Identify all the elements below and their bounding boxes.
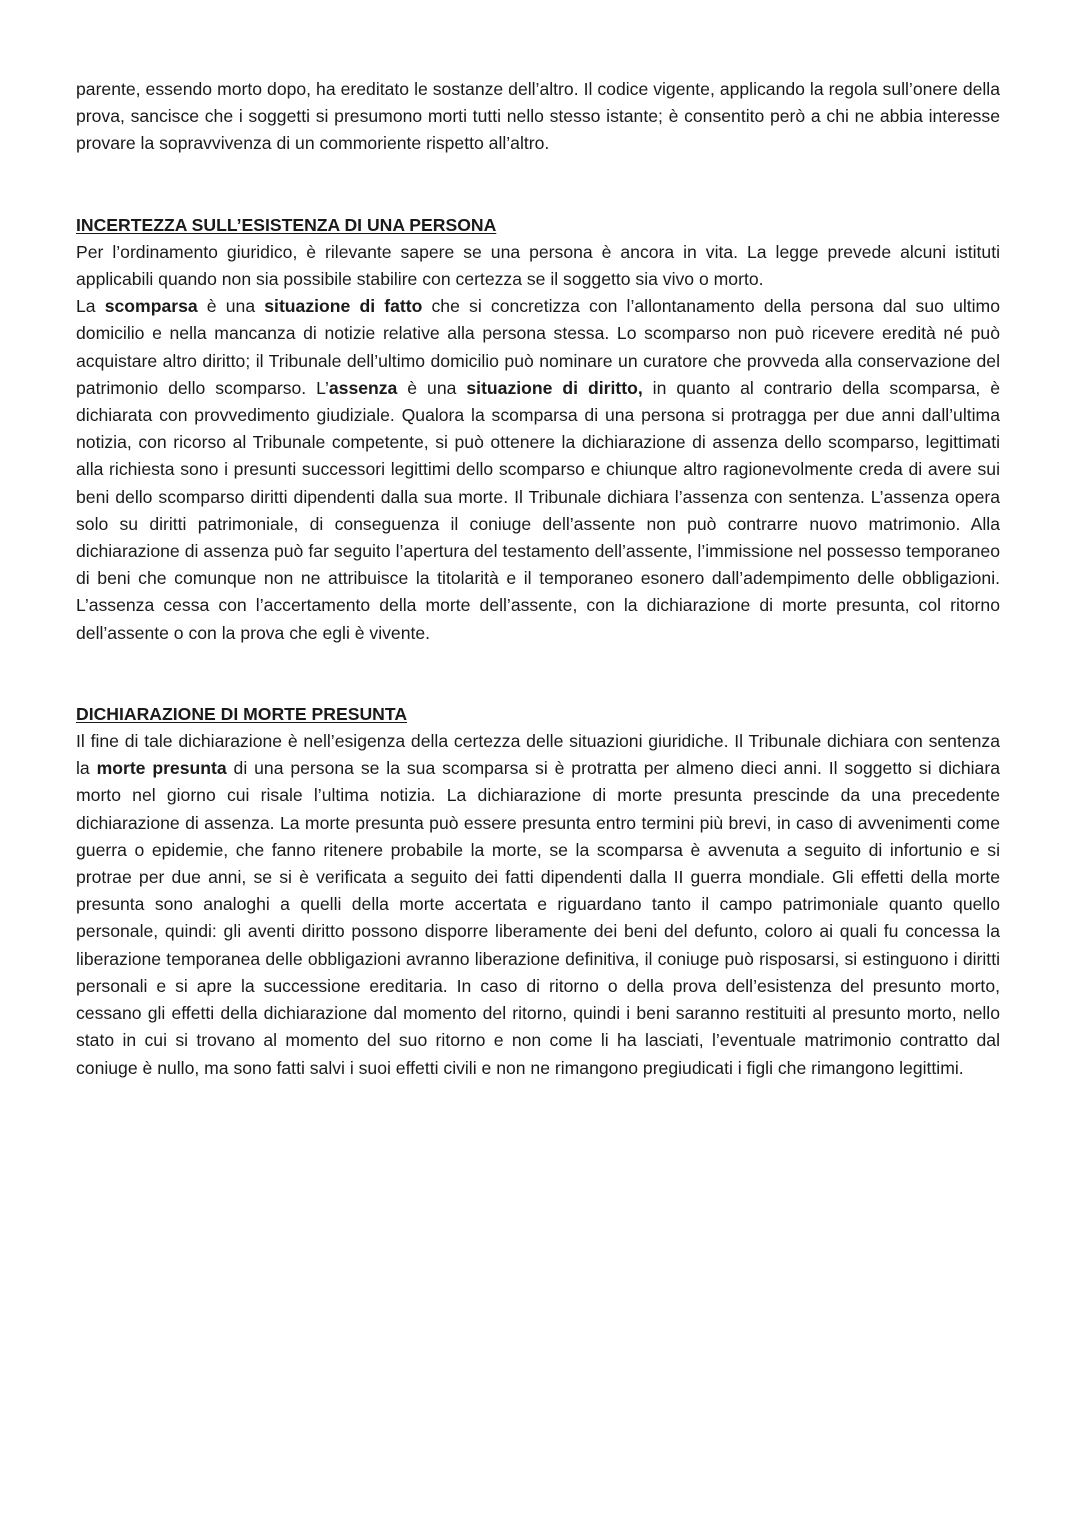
text-run: di una persona se la sua scomparsa si è protratta per almeno dieci anni. Il soggetto si dichiara morto nel giorno cui risale l’ultima notizia. La dichiarazione di morte presunta prescinde da una precedente dichiarazione di assenza. La morte presunta può essere presunta entro termini più brevi, in caso di avvenimenti come guerra o epidemie, che fanno ritenere probabile la morte, se la scomparsa è avvenuta a seguito di infortunio e si protrae per due anni, se si è verificata a seguito dei fatti dipendenti dalla II guerra mondiale. Gli effetti della morte presunta sono analoghi a quelli della morte accertata e riguardano tanto il campo patrimoniale quanto quello personale, quindi: gli aventi diritto possono disporre liberamente dei beni del defunto, coloro ai quali fu concessa la liberazione temporanea delle obbligazioni avranno liberazione definitiva, il coniuge può risposarsi, si estinguono i diritti personali e si apre la successione ereditaria. In caso di ritorno o della prova dell’esistenza del presunto morto, cessano gli effetti della dichiarazione dal momento del ritorno, quindi i beni saranno restituiti al presunto morto, nello stato in cui si trovano al momento del suo ritorno e non come li ha lasciati, l’eventuale matrimonio contratto dal coniuge è nullo, ma sono fatti salvi i suoi effetti civili e non ne rimangono pregiudicati i figli che rimangono legittimi. <box>76 758 1000 1078</box>
bold-term-situazione-di-diritto: situazione di diritto, <box>466 377 643 398</box>
section-heading-incertezza: INCERTEZZA SULL’ESISTENZA DI UNA PERSONA <box>76 214 497 235</box>
text-run: Il fine di tale dichiarazione è nell’esigenza della certezza delle situazioni giuridiche. Il Tribunale dichiara con sentenza la <box>76 731 1000 779</box>
incertezza-paragraph-1: Per l’ordinamento giuridico, è rilevante sapere se una persona è ancora in vita. La legge prevede alcuni istituti applicabili quando non sia possibile stabilire con certezza se il soggetto sia vivo o morto. <box>76 241 1000 290</box>
text-run: che si concretizza con l’allontanamento della persona dal suo ultimo domicilio e nella mancanza di notizie relative alla persona stessa. Lo scomparso non può ricevere eredità né può acquistare altro diritto; il Tribunale dell’ultimo domicilio può nominare un curatore che provveda alla conservazione del patrimonio dello scomparso. L’ <box>76 296 1000 398</box>
text-run: in quanto al contrario della scomparsa, è dichiarata con provvedimento giudiziale. Qualora la scomparsa di una persona si protragga per due anni dall’ultima notizia, con ricorso al Tribunale competente, si può ottenere la dichiarazione di assenza dello scomparso, legittimati alla richiesta sono i presunti successori legittimi dello scomparso e chiunque altro ragionevolmente creda di avere sui beni dello scomparso diritti dipendenti dalla sua morte. Il Tribunale dichiara l’assenza con sentenza. L’assenza opera solo su diritti patrimoniale, di conseguenza il coniuge dell’assente non può contrarre nuovo matrimonio. Alla dichiarazione di assenza può far seguito l’apertura del testamento dell’assente, l’immissione nel possesso temporaneo di beni che comunque non ne attribuisce la titolarità e il temporaneo esonero dall’adempimento delle obbligazioni. L’assenza cessa con l’accertamento della morte dell’assente, con la dichiarazione di morte presunta, col ritorno dell’assente o con la prova che egli è vivente. <box>76 377 1001 643</box>
section-morte-presunta <box>76 701 1000 1082</box>
bold-term-morte-presunta: morte presunta <box>96 758 227 779</box>
incertezza-paragraph-2 <box>76 293 1000 647</box>
document-page <box>76 76 1000 1082</box>
section-incertezza <box>76 212 1000 647</box>
bold-term-assenza: assenza <box>328 377 398 398</box>
section-heading-morte-presunta: DICHIARAZIONE DI MORTE PRESUNTA <box>76 703 408 724</box>
text-run: La <box>76 296 105 317</box>
intro-paragraph: parente, essendo morto dopo, ha ereditato le sostanze dell’altro. Il codice vigente, applicando la regola sull’onere della prova, sancisce che i soggetti si presumono morti tutti nello stesso istante; è consentito però a chi ne abbia interesse provare la sopravvivenza di un commoriente rispetto all’altro. <box>76 79 1000 154</box>
morte-presunta-paragraph <box>76 728 1000 1082</box>
text-run: è una <box>397 377 467 398</box>
text-run: è una <box>197 296 265 317</box>
bold-term-scomparsa: scomparsa <box>104 296 198 317</box>
bold-term-situazione-di-fatto: situazione di fatto <box>264 296 423 317</box>
